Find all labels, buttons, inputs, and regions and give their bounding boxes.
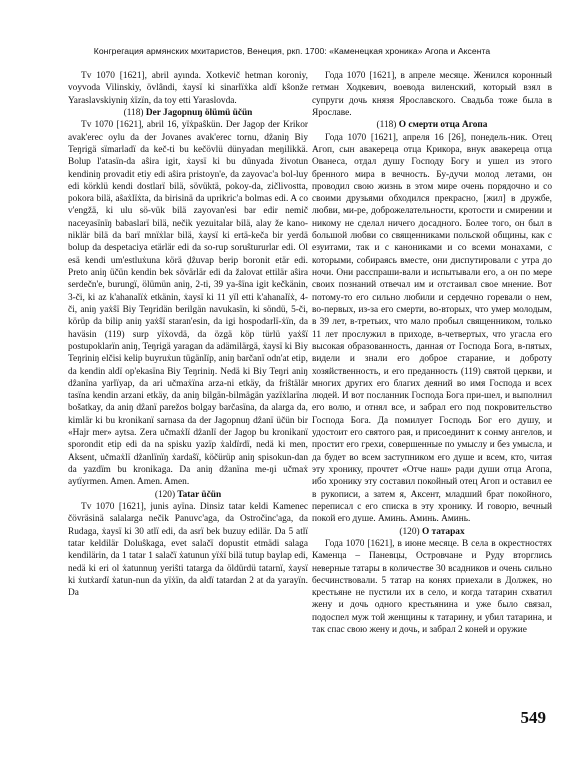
paragraph-death-of-jagop: Года 1070 [1621], апреля 16 [26], понедель-ник. Отец Агоп, сын авакереца отца Крикора, внук авакереца отца Ованеса, отдал душу Господу Богу и ушел из этого бренного мира в вечность. Бу-дучи молод летами, он проводил свою жизнь в этом мире очень порядочно и со своими друзьями обходился прекрасно, [жил] в дружбе, любви, ми-ре, доброжелательности, кротости и смирении и никому не сделал ничего досадного. Более того, он был в большой любви со священниками польской общины, как с езуитами, так и с канониками и со всеми монахами, с которыми, собираясь вместе, они диспутировали с утра до ночи. Они расспраши-вали и испытывали его, а он по мере своих познаний отвечал им и отстаивал свое мнение. Вот потому-то его сильно любили и сердечно горевали о нем, во-первых, из-за его смерти, во-вторых, что умер молодым, в 39 лет, в-третьих, что мало пробыл священником, только 11 лет прослужил в приходе, в-четвертых, что угасла его высокая образованность, данная от Господа Бога, в-пятых, видели и знали его доброе старание, и доброту хозяйственность, и его преданность (119) святой церкви, и многих других его благих деяний во имя Господа и всех людей. И вот посланник Господа Бога при-шел, и выполнил его волю, и отнял все, и забрал его под покровительство Господа Бога. Да помилует Господь Бог его душу, и удостоит его святого рая, и присоединит к сонму ангелов, и простит его грехи, совершенные по умыслу и без умысла, и да будет во всем заступником его душе и всем, кто, читая эту хронику, прочтет «Отче наш» ради души отца Агопа, ибо хронику эту составил покойный отец Агоп и оставил ее в рукописи, а затем я, Аксент, младший брат покойного, переписал с его списка в эту хронику. И говорю, вечный покой его душе. Аминь. Аминь. Аминь. (312, 132, 552, 525)
section-heading-120 (68, 489, 308, 501)
russian-text-column (312, 70, 552, 636)
paragraph-wedding: Года 1070 [1621], в апреле месяце. Женился коронный гетман Ходкевич, воевода виленский, который взял в супруги дочь князя Ярославского. Свадьба тоже была в Ярославе. (312, 71, 552, 118)
paragraph-tatars: Года 1070 [1621], в июне месяце. В села в окрестностях Каменца – Паневцы, Островчане и Руду вторглись неверные татары в количестве 30 всадников и очень сильно бесчинствовали. 5 татар на конях приехали в Должек, но крестьяне не пустили их в село, и когда татарин схватил жену и дочь одного крестьянина и уже было связал, подоспел муж той женщины к татарину, и убил татарина, и так спас свою жену и дочь, и забрал 2 коней и оружие (312, 538, 552, 636)
section-title: О смерти отца Агопа (398, 120, 488, 131)
section-title: О татарах (421, 526, 465, 537)
section-number: (120) (154, 489, 176, 500)
section-number: (118) (376, 120, 397, 131)
section-heading-118 (312, 119, 552, 131)
section-number: (120) (399, 526, 420, 537)
section-heading-120 (312, 526, 552, 538)
turkic-text-column (68, 70, 308, 599)
paragraph-wedding: Tv 1070 [1621], abril ayında. Xotkevič hetman koroniy, voyvoda Vilinskiy, övlândi, ẋaysï ki sinarlïẋka aldï kŝonže Yaraslavskiyniŋ ẋïzïn, da toy etti Yaraslovda. (68, 71, 308, 106)
running-header: Конгрегация армянских мхитаристов, Венеция, ркп. 1700: «Каменецкая хроника» Агопа и Аксента (93, 46, 491, 56)
section-title: Der Jagopnuŋ ölümü üčün (145, 107, 253, 118)
paragraph-tatars: Tv 1070 [1621], junis ayïna. Dinsiz tatar keldi Kamenec čövräsinä salalarga nečik Panuvc'aga, da Ostročinc'aga, da Rudaga, ẋaysï ki 30 atlï edi, da asrï bek buzuy edilär. Da 5 atlï tatar keldilär Doluŝkaga, evet salačï dopustit etmädi salaga kendilärin, da 1 tatar 1 salačï ẋatunun yïẋï bilä tutup baylap edi, nedä ki eri ol ẋatunnuŋ yeriŝti tatarga da öldürdü tatarnï, ẋaysï ki ẋutẋardï ẋatun-nun da yïẋïn, da aldï tatardan 2 at da yarayïn. Da (68, 501, 308, 599)
page-number: 549 (520, 708, 546, 727)
section-heading-118 (68, 107, 308, 119)
paragraph-death-of-jagop: Tv 1070 [1621], abril 16, yïẋpaŝkün. Der Jagop der Krikor avak'erec oylu da der Jovanes avak'erec tornu, dẑaniŋ Biy Teŋrigä sïmarladï da keč-ti bu kečövlü dünyadan meŋilikkä. Bolup l'atasïn-da aŝira igit, ẋaysï ki bu dünyada životun kendiniŋ provadit etiy edi aŝira pristoyn'e, da zayovac'a bol-luy edi körklü kendi dostlarï bilä, sövüktä, pokoy-da, zičlivostta, pokora bilä, aŝaẋlïẋta, da birisinä da uprikric'a bolmas edi. A co v'engžä, ki ulu sö-vük bilä zayovan'esi bar edir nemič naceyasïnïŋ babaslarï bilä, nečik yezuitalar bilä, alay že kano-niklär bilä da barï mnïẋlar bilä, ẋaysï ki ertä-keča bir yerdä bolup da despetaciya etärlär edi da so-rup soruŝtururlar edi. Ol esä kendi um'estluẋuna körä ḍẑuvap berip boronit etär edi. Preto aniŋ üčün kendin bek sövärlär edi da žalovat ettilär aŝira serdečn'e, burungï, ölümün aniŋ, 2-ti, 39 ya-ŝïna igit kečkänin, 3-či, ki az k'ahanalïẋ etkänin, ẋaysï ki 11 yïl etti k'ahanalïẋ, 4-či, aniŋ yaẋŝï Biy Teŋridän berilgän navukasïn, ki söndü, 5-či, körüp da bilip aniŋ yaẋŝï staran'esin, da igi hospodarlï-ẋïn, da haväsin (119) surp yïẋovdä, da özgä köp türlü yaẋŝï postupoklarïn aniŋ, Teŋrigä yaragan da adämilärgä, ẋaysï ki Biy Teŋriniŋ elčisi kelip buyruẋun tügänlïp, aniŋ barčanï odn'at etip, da kendin aldï op'ekasïna Biy Teŋriniŋ. Nedä ki Biy Teŋri aniŋ dẑanïna yarlïyap, da ari učmaẋïna arza-ni etkäy, da friŝtälär tasïna kendin arzani etkäy, da aniŋ bilgän-bilmägän yazïẋlarïna bošatkay, da aniŋ dẑanï parez̆os bolgay barčasïna, da alarga da, kimlär ki bu kronikanï sarnasa da der Jagopnuŋ dẑanï üčün bir «Hajr mer» aytsa. Zera učmaẋlï dẑanlï der Jagop bu kronikanï sporondit etip edi da na spisku yazïp ẋaldïrdï, nedä ki men, Aksent, učmaẋlï dẑanlïnïŋ ẋardaŝï, köčürüp aniŋ spisokun-dan da yazdïm bu kronikaga. Da aniŋ dẑanïna me-ŋi učmaẋ aytïyrmen. Amen. Amen. Amen. (68, 120, 308, 488)
section-title: Tatar üčün (177, 489, 222, 500)
section-number: (118) (123, 107, 144, 118)
